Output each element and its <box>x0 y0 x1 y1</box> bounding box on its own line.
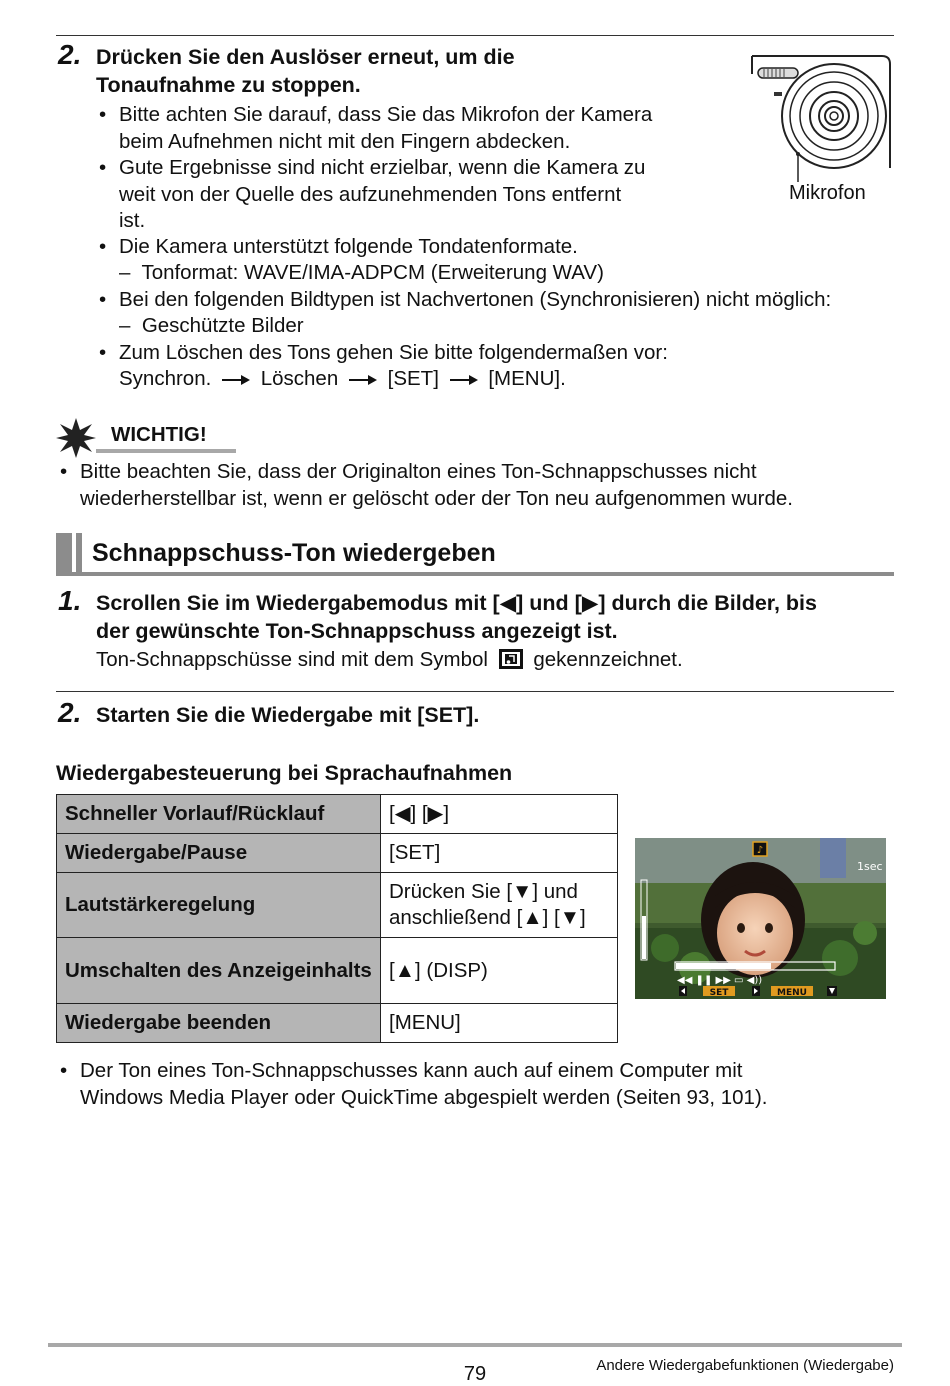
arrow-right-icon <box>449 374 479 386</box>
table-row <box>57 873 618 938</box>
section-bar <box>56 533 72 573</box>
section-title: Schnappschuss-Ton wiedergeben <box>92 539 496 567</box>
table-row <box>57 795 618 834</box>
step-number: 1. <box>58 585 82 616</box>
step-description-text: gekennzeichnet. <box>533 648 683 671</box>
table-row <box>57 938 618 1004</box>
table-key-cell: Wiedergabe/Pause <box>57 834 381 873</box>
table-key-cell: Wiedergabe beenden <box>57 1004 381 1043</box>
sub-item <box>119 260 604 287</box>
note-line: Bitte beachten Sie, dass der Originalton eines Ton-Schnappschusses nicht <box>80 460 757 483</box>
list-item-line: Bei den folgenden Bildtypen ist Nachvertonen (Synchronisieren) nicht möglich: <box>119 288 832 311</box>
note-line: wiederherstellbar ist, wenn er gelöscht oder der Ton neu aufgenommen wurde. <box>80 486 793 510</box>
table-row <box>57 1004 618 1043</box>
step-title-line: Tonaufnahme zu stoppen. <box>96 73 361 97</box>
step-description <box>96 647 683 674</box>
controls-heading: Wiedergabesteuerung bei Sprachaufnahmen <box>56 761 513 785</box>
table-value-cell: [SET] <box>381 834 618 873</box>
note-line: Der Ton eines Ton-Schnappschusses kann auch auf einem Computer mit <box>80 1059 743 1082</box>
step-title-line: Scrollen Sie im Wiedergabemodus mit [◀] und [▶] durch die Bilder, bis <box>96 591 817 615</box>
list-item-line: beim Aufnehmen nicht mit den Fingern abdecken. <box>119 129 571 153</box>
step-number: 2. <box>58 697 82 728</box>
step-title: Starten Sie die Wiedergabe mit [SET]. <box>96 703 480 727</box>
step-divider <box>56 691 894 692</box>
elapsed-time-text: 1sec <box>857 860 883 873</box>
controls-table <box>56 794 618 1043</box>
table-value-cell: Drücken Sie [▼] und anschließend [▲] [▼] <box>381 873 618 938</box>
list-item-line: Zum Löschen des Tons gehen Sie bitte folgendermaßen vor: <box>119 341 668 364</box>
menu-path-item: [SET] <box>387 367 439 390</box>
page-number: 79 <box>463 1363 487 1385</box>
sub-item-text: Geschützte Bilder <box>141 314 304 337</box>
svg-text:◀◀ ❚❚ ▶▶ ▭ ◀)): ◀◀ ❚❚ ▶▶ ▭ ◀)) <box>677 975 763 986</box>
menu-path-item: Synchron. <box>119 367 212 390</box>
bullet-symbol: • <box>99 156 107 179</box>
section-underline <box>56 572 894 576</box>
bullet-symbol: • <box>99 288 107 311</box>
step-description-text: Ton-Schnappschüsse sind mit dem Symbol <box>96 648 488 671</box>
sub-item-text: Tonformat: WAVE/IMA-ADPCM (Erweiterung WAV) <box>141 261 604 284</box>
important-burst-icon <box>56 418 96 458</box>
sub-item <box>119 313 304 340</box>
playback-screen-image <box>635 838 886 999</box>
bullet-symbol: • <box>60 1059 68 1082</box>
bullet-symbol: • <box>99 235 107 258</box>
menu-path-item: [MENU]. <box>488 367 566 390</box>
dash-symbol: – <box>119 314 131 337</box>
table-key-cell: Umschalten des Anzeigeinhalts <box>57 938 381 1004</box>
table-value-cell: [MENU] <box>381 1004 618 1043</box>
step-title-line: Drücken Sie den Auslöser erneut, um die <box>96 45 515 69</box>
microphone-label: Mikrofon <box>789 182 866 204</box>
arrow-right-icon <box>221 374 251 386</box>
footer-rule <box>48 1343 902 1347</box>
menu-path-item: Löschen <box>260 367 339 390</box>
voice-snapshot-icon <box>498 648 524 670</box>
camera-illustration <box>748 50 894 185</box>
bullet-symbol: • <box>99 341 107 364</box>
important-underline <box>96 449 236 453</box>
important-label: WICHTIG! <box>111 423 207 446</box>
list-item-line: Die Kamera unterstützt folgende Tondatenformate. <box>119 235 578 258</box>
bullet-symbol: • <box>60 460 68 483</box>
list-item-line: Gute Ergebnisse sind nicht erzielbar, wenn die Kamera zu <box>119 156 646 179</box>
table-key-cell: Schneller Vorlauf/Rücklauf <box>57 795 381 834</box>
step-number: 2. <box>58 39 82 70</box>
dash-symbol: – <box>119 261 131 284</box>
svg-text:♪: ♪ <box>756 845 764 856</box>
list-item-line: weit von der Quelle des aufzunehmenden Tons entfernt <box>119 182 622 206</box>
section-header <box>56 533 894 573</box>
list-item-line: Bitte achten Sie darauf, dass Sie das Mikrofon der Kamera <box>119 103 653 126</box>
set-label: SET <box>709 988 729 998</box>
table-value-cell: [▲] (DISP) <box>381 938 618 1004</box>
section-bar <box>76 533 82 573</box>
step-title-line: der gewünschte Ton-Schnappschuss angezeigt ist. <box>96 619 618 643</box>
arrow-right-icon <box>348 374 378 386</box>
list-item-line: ist. <box>119 209 146 232</box>
bullet-symbol: • <box>99 103 107 126</box>
table-key-cell: Lautstärkeregelung <box>57 873 381 938</box>
top-rule <box>56 35 894 36</box>
menu-label: MENU <box>777 988 807 998</box>
table-value-cell: [◀] [▶] <box>381 795 618 834</box>
note-line: Windows Media Player oder QuickTime abgespielt werden (Seiten 93, 101). <box>80 1085 768 1109</box>
chapter-title: Andere Wiedergabefunktionen (Wiedergabe) <box>596 1357 894 1374</box>
menu-path <box>119 366 566 393</box>
table-row <box>57 834 618 873</box>
